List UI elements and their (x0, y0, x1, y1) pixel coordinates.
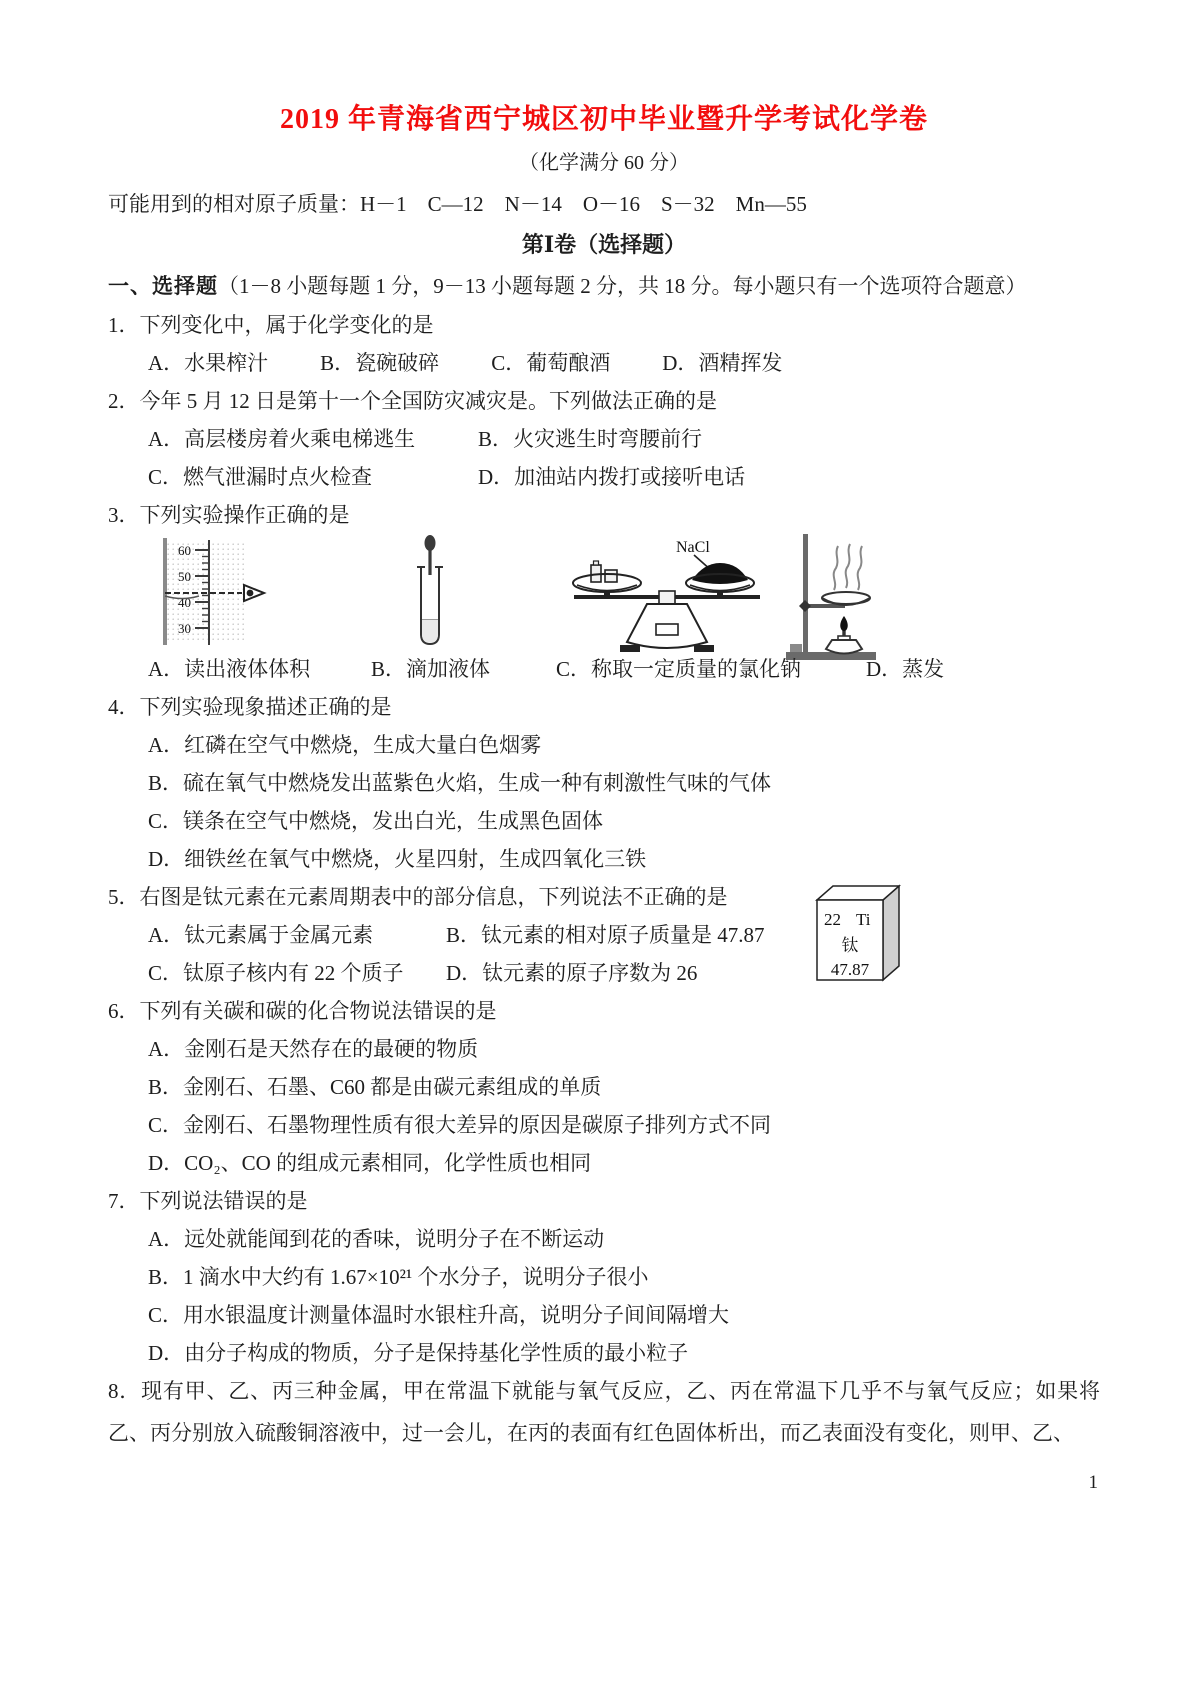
scale-label-60: 60 (178, 543, 191, 558)
page-content (108, 0, 1100, 1456)
question-2-stem: 2．今年 5 月 12 日是第十一个全国防灾减灾是。下列做法正确的是 (108, 389, 717, 413)
q5-option-a: A．钛元素属于金属元素 (148, 923, 374, 947)
exam-score-note: （化学满分 60 分） (519, 152, 689, 174)
q4-option-b: B．硫在氧气中燃烧发出蓝紫色火焰，生成一种有刺激性气味的气体 (148, 771, 772, 795)
q7-option-c: C．用水银温度计测量体温时水银柱升高，说明分子间间隔增大 (148, 1303, 730, 1327)
q7-option-a: A．远处就能闻到花的香味，说明分子在不断运动 (148, 1227, 605, 1251)
question-5-options-row-2 (108, 954, 1100, 992)
question-3-figures (108, 534, 1100, 650)
scale-window (656, 624, 678, 635)
q2-option-a: A．高层楼房着火乘电梯逃生 (148, 427, 416, 451)
q4-option-c: C．镁条在空气中燃烧，发出白光，生成黑色固体 (148, 809, 604, 833)
q1-option-d: D．酒精挥发 (662, 351, 783, 375)
q2-option-b: B．火灾逃生时弯腰前行 (478, 427, 703, 451)
dropper-tube (428, 549, 431, 575)
right-pan (686, 563, 754, 597)
q6-option-a: A．金刚石是天然存在的最硬的物质 (148, 1037, 479, 1061)
eye-icon (244, 585, 264, 601)
q4-option-d: D．细铁丝在氧气中燃烧，火星四射，生成四氧化三铁 (148, 847, 647, 871)
q3-label-b: B．滴加液体 (371, 657, 491, 681)
graduated-cylinder-figure (152, 538, 270, 646)
page-number: 1 (1088, 1472, 1098, 1493)
question-5-block (108, 878, 1100, 992)
question-2-options-row-1 (108, 420, 1100, 458)
element-symbol: Ti (856, 910, 871, 929)
q3-label-c: C．称取一定质量的氯化钠 (556, 657, 802, 681)
element-name: 钛 (841, 936, 859, 955)
question-4-stem: 4．下列实验现象描述正确的是 (108, 695, 392, 719)
scale-label-30: 30 (178, 621, 191, 636)
q3-label-a: A．读出液体体积 (148, 657, 311, 681)
steam-lines (834, 544, 862, 590)
titanium-element-box (813, 884, 913, 988)
q2-option-d: D．加油站内拨打或接听电话 (478, 465, 746, 489)
q5-option-b: B．钛元素的相对原子质量是 47.87 (446, 923, 765, 947)
evaporation-figure (780, 530, 882, 664)
q5-option-d: D．钛元素的原子序数为 26 (446, 961, 698, 985)
scale-label-40: 40 (178, 595, 191, 610)
q6-option-c: C．金刚石、石墨物理性质有很大差异的原因是碳原子排列方式不同 (148, 1113, 772, 1137)
scale-label-50: 50 (178, 569, 191, 584)
q6-option-d: D．CO₂、CO 的组成元素相同，化学性质也相同 (148, 1151, 592, 1175)
q6-option-b: B．金刚石、石墨、C60 都是由碳元素组成的单质 (148, 1075, 602, 1099)
q1-option-c: C．葡萄酿酒 (491, 351, 611, 375)
q3-label-d: D．蒸发 (866, 657, 945, 681)
pivot-housing (659, 591, 675, 604)
mcq-intro-rest: （1－8 小题每题 1 分，9－13 小题每题 2 分，共 18 分。每小题只有一个选项符合题意） (218, 274, 1027, 298)
question-5-stem: 5．右图是钛元素在元素周期表中的部分信息，下列说法不正确的是 (108, 885, 728, 909)
question-5-options-row-1 (108, 916, 1100, 954)
left-pan (573, 561, 641, 597)
element-mass: 47.87 (830, 960, 870, 979)
question-1-stem: 1．下列变化中，属于化学变化的是 (108, 313, 434, 337)
mcq-intro-title: 一、选择题 (108, 274, 218, 298)
mcq-intro (108, 266, 1100, 306)
question-3-stem: 3．下列实验操作正确的是 (108, 503, 350, 527)
dropper-bulb (425, 535, 436, 551)
page-title: 2019 年青海省西宁城区初中毕业暨升学考试化学卷 (279, 104, 928, 135)
element-number: 22 (824, 910, 841, 929)
question-8-line-1: 8．现有甲、乙、丙三种金属，甲在常温下就能与氧气反应，乙、丙在常温下几乎不与氧气反应；如果将 (108, 1379, 1100, 1403)
section-1-header: 第Ⅰ卷（选择题） (521, 232, 687, 257)
atomic-mass-line: 可能用到的相对原子质量：H－1 C—12 N－14 O－16 S－32 Mn—55 (108, 192, 807, 216)
question-3-figure-labels (108, 650, 1100, 688)
alcohol-lamp (826, 616, 862, 654)
q2-option-c: C．燃气泄漏时点火检查 (148, 465, 373, 489)
q1-option-a: A．水果榨汁 (148, 351, 269, 375)
liquid (422, 620, 438, 643)
q5-option-c: C．钛原子核内有 22 个质子 (148, 961, 404, 985)
evaporating-dish (822, 592, 870, 605)
q1-option-b: B．瓷碗破碎 (320, 351, 440, 375)
box-side-face (883, 886, 899, 980)
question-7-stem: 7．下列说法错误的是 (108, 1189, 308, 1213)
nacl-label: NaCl (676, 539, 710, 556)
q7-option-b: B．1 滴水中大约有 1.67×10²¹ 个水分子，说明分子很小 (148, 1265, 649, 1289)
balance-figure (560, 536, 778, 656)
dropper-test-tube-figure (408, 534, 452, 650)
q4-option-a: A．红磷在空气中燃烧，生成大量白色烟雾 (148, 733, 542, 757)
question-8-line-2: 乙、丙分别放入硫酸铜溶液中，过一会儿，在丙的表面有红色固体析出，而乙表面没有变化，则甲、乙、 (108, 1421, 1074, 1445)
question-6-stem: 6．下列有关碳和碳的化合物说法错误的是 (108, 999, 497, 1023)
clamp-joint (799, 600, 811, 612)
question-2-options-row-2 (108, 458, 1100, 496)
question-1-options (108, 344, 1100, 382)
stand-rod (803, 534, 808, 654)
q7-option-d: D．由分子构成的物质，分子是保持基化学性质的最小粒子 (148, 1341, 689, 1365)
